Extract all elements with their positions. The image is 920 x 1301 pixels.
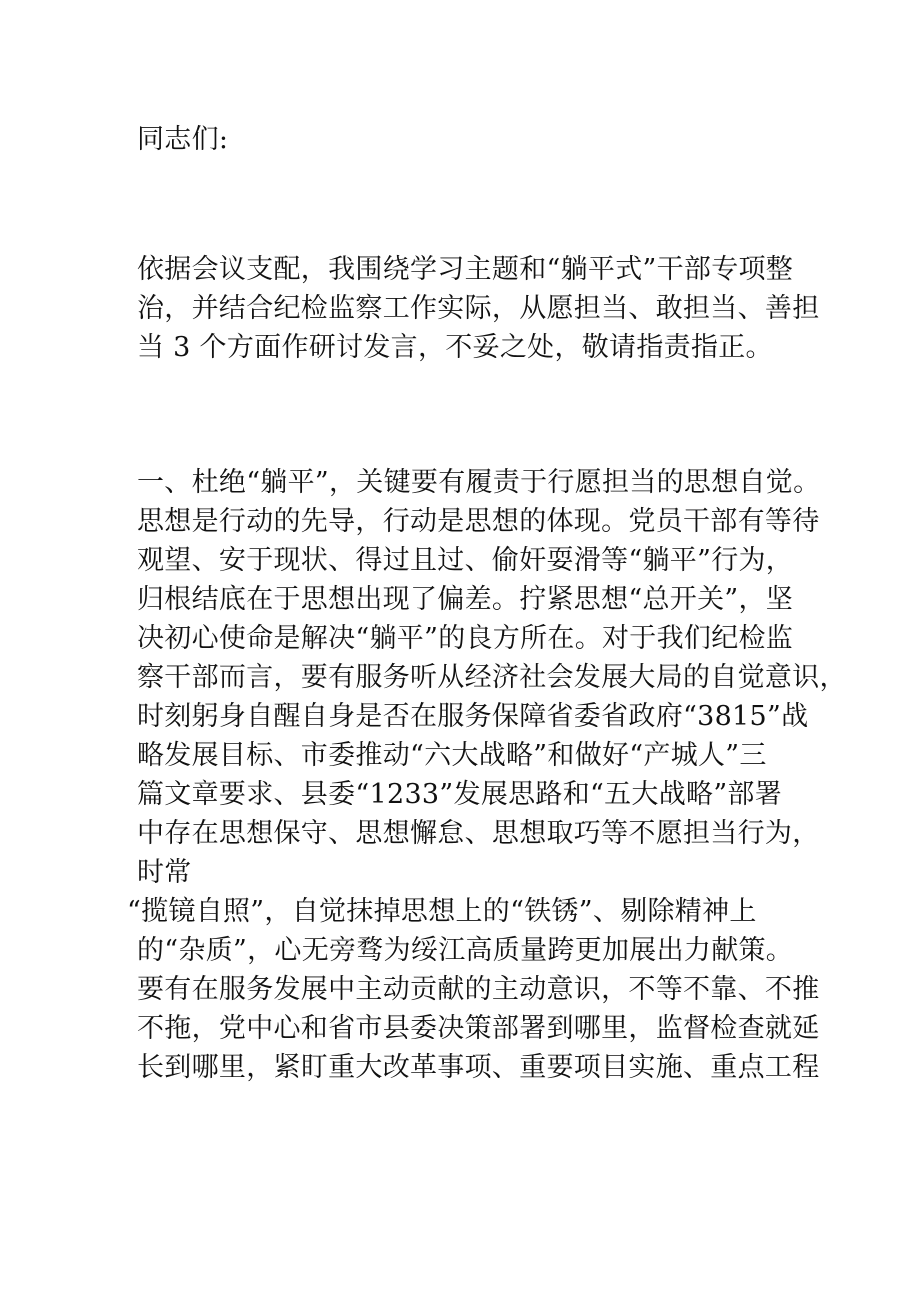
section1-line-6: 察干部而言，要有服务听从经济社会发展大局的自觉意识， xyxy=(137,662,847,693)
section1-line-14: 要有在服务发展中主动贡献的主动意识，不等不靠、不推 xyxy=(137,974,820,1005)
section1-line-1: 一、杜绝“躺平”，关键要有履责于行愿担当的思想自觉。 xyxy=(137,467,821,498)
section1-line-12: “揽镜自照”，自觉抹掉思想上的“铁锈”、剔除精神上 xyxy=(127,896,757,927)
section1-line-8: 略发展目标、市委推动“六大战略”和做好“产城人”三 xyxy=(137,740,767,771)
intro-line-1: 依据会议支配，我围绕学习主题和“躺平式”干部专项整 xyxy=(137,254,794,285)
intro-line-3: 当 3 个方面作研讨发言，不妥之处，敬请指责指正。 xyxy=(137,332,773,363)
section1-line-11: 时常 xyxy=(137,857,192,888)
section1-line-4: 归根结底在于思想出现了偏差。拧紧思想“总开关”，坚 xyxy=(137,584,794,615)
salutation: 同志们: xyxy=(137,124,229,155)
section1-line-3: 观望、安于现状、得过且过、偷奸耍滑等“躺平”行为， xyxy=(137,545,794,576)
section1-line-10: 中存在思想保守、思想懈怠、思想取巧等不愿担当行为， xyxy=(137,818,820,849)
section1-line-16: 长到哪里，紧盯重大改革事项、重要项目实施、重点工程 xyxy=(137,1052,820,1083)
intro-line-2: 治，并结合纪检监察工作实际，从愿担当、敢担当、善担 xyxy=(137,293,820,324)
section1-line-2: 思想是行动的先导，行动是思想的体现。党员干部有等待 xyxy=(137,506,820,537)
section1-line-9: 篇文章要求、县委“1233”发展思路和“五大战略”部署 xyxy=(137,779,783,810)
section1-line-5: 决初心使命是解决“躺平”的良方所在。对于我们纪检监 xyxy=(137,623,794,654)
section1-line-15: 不拖，党中心和省市县委决策部署到哪里，监督检查就延 xyxy=(137,1013,820,1044)
section1-line-7: 时刻躬身自醒自身是否在服务保障省委省政府“3815”战 xyxy=(137,701,809,732)
section1-line-13: 的“杂质”，心无旁骛为绥江高质量跨更加展出力献策。 xyxy=(137,935,794,966)
